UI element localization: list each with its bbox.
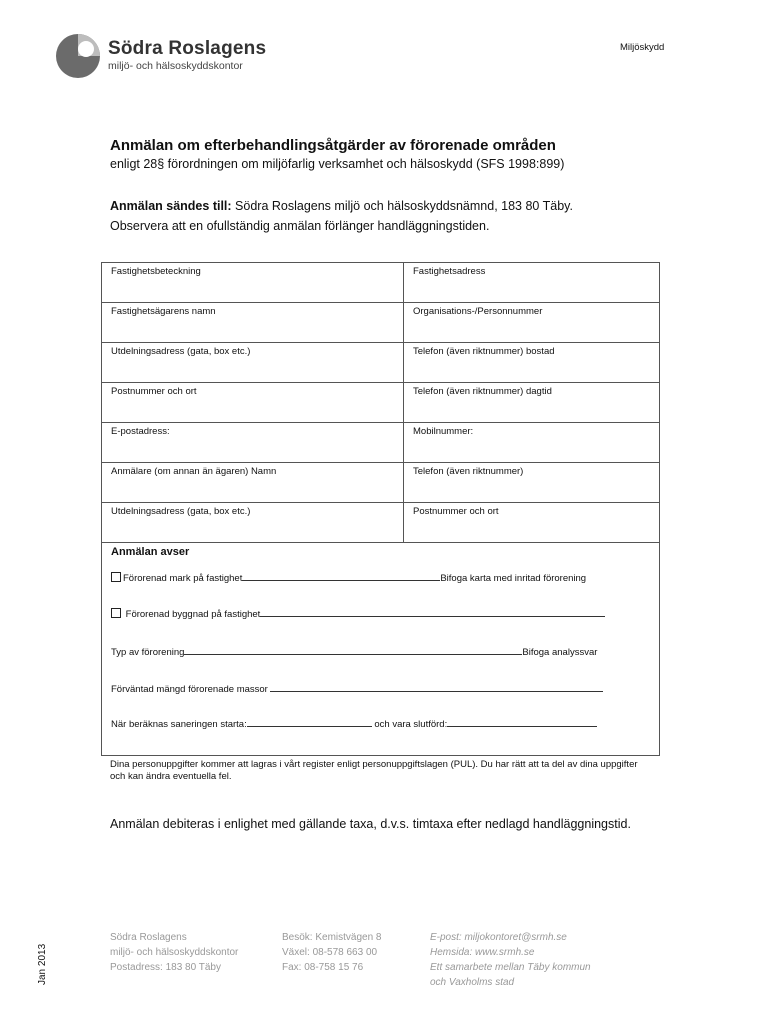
- contaminated-building-line: [111, 607, 605, 620]
- mobile-field[interactable]: Mobilnummer:: [413, 426, 474, 437]
- version-date: Jan 2013: [37, 943, 48, 985]
- footer-collaboration-cont: och Vaxholms stad: [430, 977, 515, 988]
- send-to-line: [110, 199, 573, 213]
- send-to-label: Anmälan sändes till:: [110, 199, 232, 213]
- analysis-attachment-note: Bifoga analyssvar: [522, 647, 598, 658]
- form-row: [102, 343, 659, 383]
- map-attachment-note: Bifoga karta med inritad förorening: [440, 573, 587, 584]
- footer-email: E-post: miljokontoret@srmh.se: [430, 932, 567, 943]
- form-row: [102, 263, 659, 303]
- billing-notice: Anmälan debiteras i enlighet med gällande taxa, d.v.s. timtaxa efter nedlagd handläggningstid.: [110, 817, 631, 831]
- property-designation-field[interactable]: Fastighetsbeteckning: [102, 263, 404, 302]
- form-row: [102, 383, 659, 423]
- property-address-field[interactable]: Fastighetsadress: [413, 266, 486, 277]
- logo-mark-icon: [55, 33, 101, 79]
- document-subtitle: enligt 28§ förordningen om miljöfarlig verksamhet och hälsoskydd (SFS 1998:899): [110, 157, 565, 171]
- contaminated-land-label: Förorenad mark på fastighet: [123, 573, 243, 584]
- footer-visit-address: Besök: Kemistvägen 8: [282, 932, 382, 943]
- contaminated-building-checkbox[interactable]: [111, 608, 121, 618]
- contamination-type-label: Typ av förorening: [111, 647, 185, 658]
- logo-subtitle: miljö- och hälsoskyddskontor: [108, 60, 243, 72]
- start-date-input[interactable]: [247, 717, 372, 727]
- phone-home-field[interactable]: Telefon (även riktnummer) bostad: [413, 346, 555, 357]
- notifier-name-field[interactable]: Anmälare (om annan än ägaren) Namn: [102, 463, 404, 502]
- section-title: Anmälan avser: [111, 546, 190, 558]
- end-date-input[interactable]: [447, 717, 597, 727]
- form-row: [102, 303, 659, 343]
- expected-amount-line: [111, 682, 603, 695]
- delivery-address-field[interactable]: Utdelningsadress (gata, box etc.): [102, 343, 404, 382]
- footer-switchboard: Växel: 08-578 663 00: [282, 947, 378, 958]
- contamination-type-line: [111, 645, 597, 658]
- footer-fax: Fax: 08-758 15 76: [282, 962, 364, 973]
- contaminated-land-line: [111, 571, 586, 584]
- contaminated-land-input[interactable]: [242, 571, 440, 581]
- start-date-label: När beräknas saneringen starta:: [111, 719, 247, 730]
- end-date-label: och vara slutförd:: [371, 719, 448, 730]
- footer-org-subtitle: miljö- och hälsoskyddskontor: [110, 947, 239, 958]
- expected-amount-label: Förväntad mängd förorenade massor: [111, 684, 268, 695]
- footer-collaboration: Ett samarbete mellan Täby kommun: [430, 962, 591, 973]
- org-person-number-field[interactable]: Organisations-/Personnummer: [413, 306, 543, 317]
- notifier-postal-field[interactable]: Postnummer och ort: [413, 506, 499, 517]
- footer-org-column: [110, 930, 238, 975]
- notifier-address-field[interactable]: Utdelningsadress (gata, box etc.): [102, 503, 404, 542]
- contaminated-land-checkbox[interactable]: [111, 572, 121, 582]
- form-row: [102, 423, 659, 463]
- notification-form: [101, 262, 660, 756]
- footer-postal-address: Postadress: 183 80 Täby: [110, 962, 221, 973]
- remediation-dates-line: [111, 717, 597, 730]
- processing-note: Observera att en ofullständig anmälan förlänger handläggningstiden.: [110, 219, 490, 233]
- footer-web-column: [430, 930, 591, 990]
- contamination-type-input[interactable]: [184, 645, 522, 655]
- contaminated-building-label: Förorenad byggnad på fastighet: [125, 609, 261, 620]
- footer-contact-column: [282, 930, 382, 975]
- expected-amount-input[interactable]: [270, 682, 603, 692]
- email-field[interactable]: E-postadress:: [102, 423, 404, 462]
- document-title: Anmälan om efterbehandlingsåtgärder av förorenade områden: [110, 137, 556, 154]
- department-label: Miljöskydd: [620, 42, 665, 53]
- footer-website: Hemsida: www.srmh.se: [430, 947, 535, 958]
- form-row: [102, 463, 659, 503]
- privacy-notice: Dina personuppgifter kommer att lagras i vårt register enligt personuppgiftslagen (PUL). Du har rätt att ta del av dina uppgifter och kan ändra eventuella fel.: [110, 759, 638, 782]
- notifier-phone-field[interactable]: Telefon (även riktnummer): [413, 466, 524, 477]
- owner-name-field[interactable]: Fastighetsägarens namn: [102, 303, 404, 342]
- send-to-value: Södra Roslagens miljö och hälsoskyddsnämnd, 183 80 Täby.: [231, 199, 573, 213]
- postal-code-city-field[interactable]: Postnummer och ort: [102, 383, 404, 422]
- footer-org-name: Södra Roslagens: [110, 932, 187, 943]
- phone-daytime-field[interactable]: Telefon (även riktnummer) dagtid: [413, 386, 552, 397]
- form-row: [102, 503, 659, 543]
- logo-title: Södra Roslagens: [108, 38, 267, 59]
- contaminated-building-input[interactable]: [260, 607, 605, 617]
